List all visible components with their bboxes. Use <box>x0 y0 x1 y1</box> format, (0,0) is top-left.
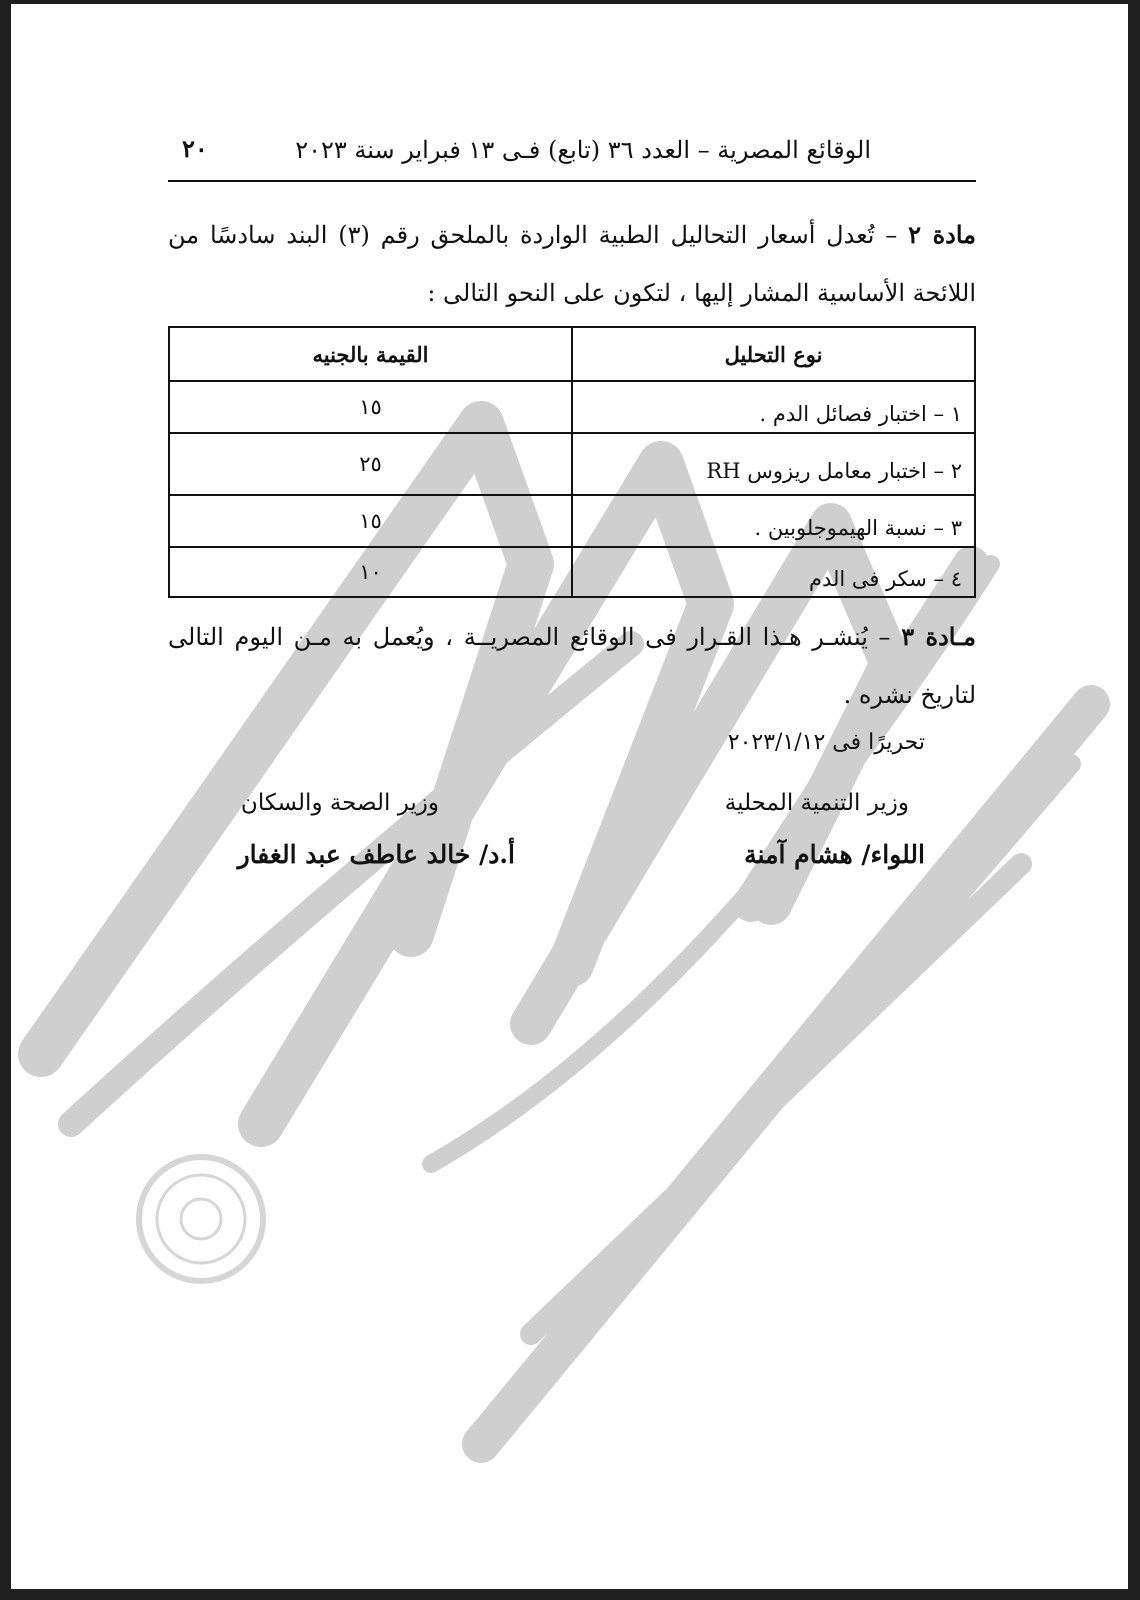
row-item: ٤ – سكر فى الدم <box>572 547 975 597</box>
row-value: ١٥ <box>169 381 572 433</box>
page-number: ٢٠ <box>182 134 208 163</box>
row-item: ١ – اختبار فصائل الدم . <box>572 381 975 433</box>
document-page <box>11 4 1128 1589</box>
row-value: ٢٥ <box>169 433 572 495</box>
header-value: القيمة بالجنيه <box>169 327 572 381</box>
signature-title-right: وزير التنمية المحلية <box>724 790 909 816</box>
article-2-label: مادة ٢ <box>908 220 976 249</box>
header-test-type: نوع التحليل <box>572 327 975 381</box>
prices-table <box>168 326 976 598</box>
article-2-text: – تُعدل أسعار التحاليل الطبية الواردة بالملحق رقم (٣) البند سادسًا من اللائحة الأساسية المشار إليها ، لتكون على النحو التالى : <box>168 221 976 307</box>
article-3-text: – يُنشـر هـذا القـرار فى الوقائع المصريــة ، ويُعمل به مـن اليوم التالى لتاريخ نشره . <box>168 623 976 709</box>
table-row <box>169 495 975 547</box>
row-value: ١٥ <box>169 495 572 547</box>
row-item: ٢ – اختبار معامل ريزوس RH <box>572 433 975 495</box>
table-row <box>169 381 975 433</box>
article-3 <box>168 608 976 724</box>
table-row <box>169 433 975 495</box>
article-2 <box>168 206 976 322</box>
signature-name-right: اللواء/ هشام آمنة <box>744 840 925 869</box>
signature-title-left: وزير الصحة والسكان <box>240 790 439 816</box>
article-3-label: مـادة ٣ <box>901 622 976 651</box>
row-item: ٣ – نسبة الهيموجلوبين . <box>572 495 975 547</box>
issue-date: تحريرًا فى ٢٠٢٣/١/١٢ <box>727 730 925 755</box>
header-title: الوقائع المصرية – العدد ٣٦ (تابع) فـى ١٣ فبراير سنة ٢٠٢٣ <box>295 136 871 164</box>
page-header <box>168 132 976 182</box>
table-header-row <box>169 327 975 381</box>
row-value: ١٠ <box>169 547 572 597</box>
signature-name-left: أ.د/ خالد عاطف عبد الغفار <box>237 840 515 869</box>
table-row <box>169 547 975 597</box>
